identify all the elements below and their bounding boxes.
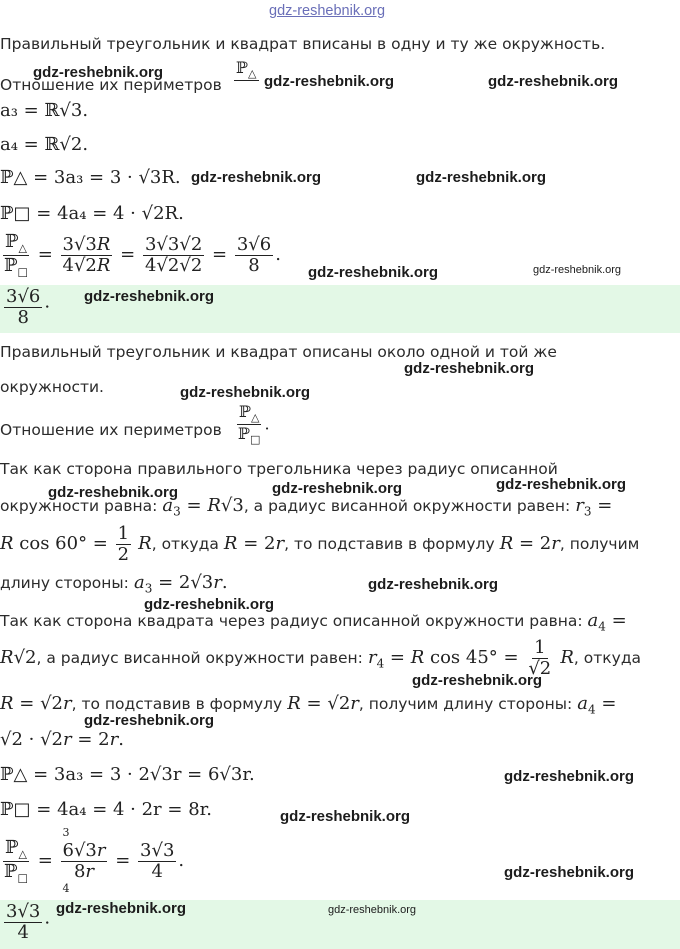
s2-ratio-fraction: $\frac{ℙ_\triangle}{ℙ_□}$ . — [238, 402, 270, 447]
s1-a3: a₃ = ℝ√3. — [0, 100, 89, 121]
watermark: gdz-reshebnik.org — [504, 768, 635, 785]
watermark: gdz-reshebnik.org — [191, 169, 322, 186]
watermark: gdz-reshebnik.org — [368, 576, 499, 593]
s1-intro: Правильный треугольник и квадрат вписаны в одну и ту же окружность. — [0, 35, 606, 53]
s2-tri-2a: окружности равна: — [0, 497, 158, 515]
s2-sq-2a: а радиус висанной окружности равен: — [46, 648, 363, 667]
s2-sq-line2: R√2, а радиус висанной окружности равен: $r_4 = R$ cos 45° = $\frac{1}{√2}$ R, откуда — [0, 637, 642, 679]
s2-sq-1: Так как сторона квадрата через радиус описанной окружности равна: — [0, 612, 583, 630]
s2-sq-3a: то подставив в формулу — [81, 695, 283, 713]
s2-ratio-label: Отношение их периметров — [0, 421, 222, 439]
watermark: gdz-reshebnik.org — [48, 484, 179, 501]
s2-tri-3c: получим — [569, 534, 640, 553]
s2-sq-line1: Так как сторона квадрата через радиус описанной окружности равна: $a_4$ = — [0, 610, 627, 634]
watermark: gdz-reshebnik.org — [264, 73, 395, 90]
top-watermark-link[interactable]: gdz-reshebnik.org — [269, 3, 386, 19]
s1-ratio-label: Отношение их периметров — [0, 76, 222, 94]
watermark: gdz-reshebnik.org — [280, 808, 411, 825]
watermark: gdz-reshebnik.org — [84, 712, 215, 729]
s2-intro-line1: Правильный треугольник и квадрат описаны около одной и той же — [0, 343, 557, 361]
s2-tri-line2: окружности равна: $a_3 = R√3$, а радиус висанной окружности равен: $r_3$ = — [0, 495, 613, 519]
watermark: gdz-reshebnik.org — [56, 900, 187, 917]
s2-tri-4a: длину стороны: — [0, 574, 129, 592]
s1-a4: a₄ = ℝ√2. — [0, 134, 89, 155]
watermark: gdz-reshebnik.org — [33, 64, 164, 81]
cancel-top: 3 — [62, 825, 70, 839]
s1-ptri: ℙ△ = 3a₃ = 3 · √3R. — [0, 167, 181, 188]
watermark: gdz-reshebnik.org — [144, 596, 275, 613]
s2-sq-2b: откуда — [583, 648, 642, 667]
s2-psq: ℙ□ = 4a₄ = 4 · 2r = 8r. — [0, 799, 212, 820]
watermark: gdz-reshebnik.org — [533, 264, 622, 276]
s1-psq: ℙ□ = 4a₄ = 4 · √2R. — [0, 203, 184, 224]
watermark: gdz-reshebnik.org — [496, 476, 627, 493]
watermark: gdz-reshebnik.org — [328, 904, 417, 916]
watermark: gdz-reshebnik.org — [416, 169, 547, 186]
s2-sq-line3: R = √2r, то подставив в формулу R = √2r, получим длину стороны: $a_4$ = — [0, 693, 617, 717]
s1-ratio-fraction: ℙ$_\triangle$ — [236, 58, 257, 81]
watermark: gdz-reshebnik.org — [412, 672, 543, 689]
s2-ratio-chain: $\frac{ℙ_\triangle}{ℙ_□}$ = 6√3r 8r 3 4 = $\frac{3√3}{4}$ . — [4, 825, 185, 896]
watermark: gdz-reshebnik.org — [272, 480, 403, 497]
s1-ratio-chain: $\frac{ℙ_\triangle}{ℙ_□}$ = $\frac{3√3R}{4√2R}$ = $\frac{3√3√2}{4√2√2}$ = $\frac{3√6}{8}$ . — [4, 231, 281, 279]
watermark: gdz-reshebnik.org — [308, 264, 439, 281]
s2-tri-line3: R cos 60° = $\frac{1}{2}$ R, откуда R = 2r, то подставив в формулу R = 2r, получим — [0, 523, 640, 565]
s2-ptri: ℙ△ = 3a₃ = 3 · 2√3r = 6√3r. — [0, 764, 255, 785]
s2-answer: $\frac{3√3}{4}$ . — [6, 901, 51, 943]
s2-tri-3b: то подставив в формулу — [293, 534, 495, 553]
cancel-bottom: 4 — [62, 882, 70, 896]
watermark: gdz-reshebnik.org — [180, 384, 311, 401]
s2-sq-3b: получим длину стороны: — [368, 695, 573, 713]
s1-answer: $\frac{3√6}{8}$ . — [6, 286, 51, 328]
s2-tri-2b: а радиус висанной окружности равен: — [253, 497, 571, 515]
s2-tri-3a: откуда — [161, 534, 219, 553]
s2-sq-line4: √2 · √2r = 2r. — [0, 729, 124, 750]
s2-intro-line2: окружности. — [0, 378, 104, 396]
watermark: gdz-reshebnik.org — [504, 864, 635, 881]
watermark: gdz-reshebnik.org — [404, 360, 535, 377]
watermark: gdz-reshebnik.org — [84, 288, 215, 305]
watermark: gdz-reshebnik.org — [488, 73, 619, 90]
s2-tri-line4: длину стороны: $a_3 = 2√3r$. — [0, 572, 228, 596]
s2-tri-line1: Так как сторона правильного трегольника через радиус описанной — [0, 460, 558, 478]
